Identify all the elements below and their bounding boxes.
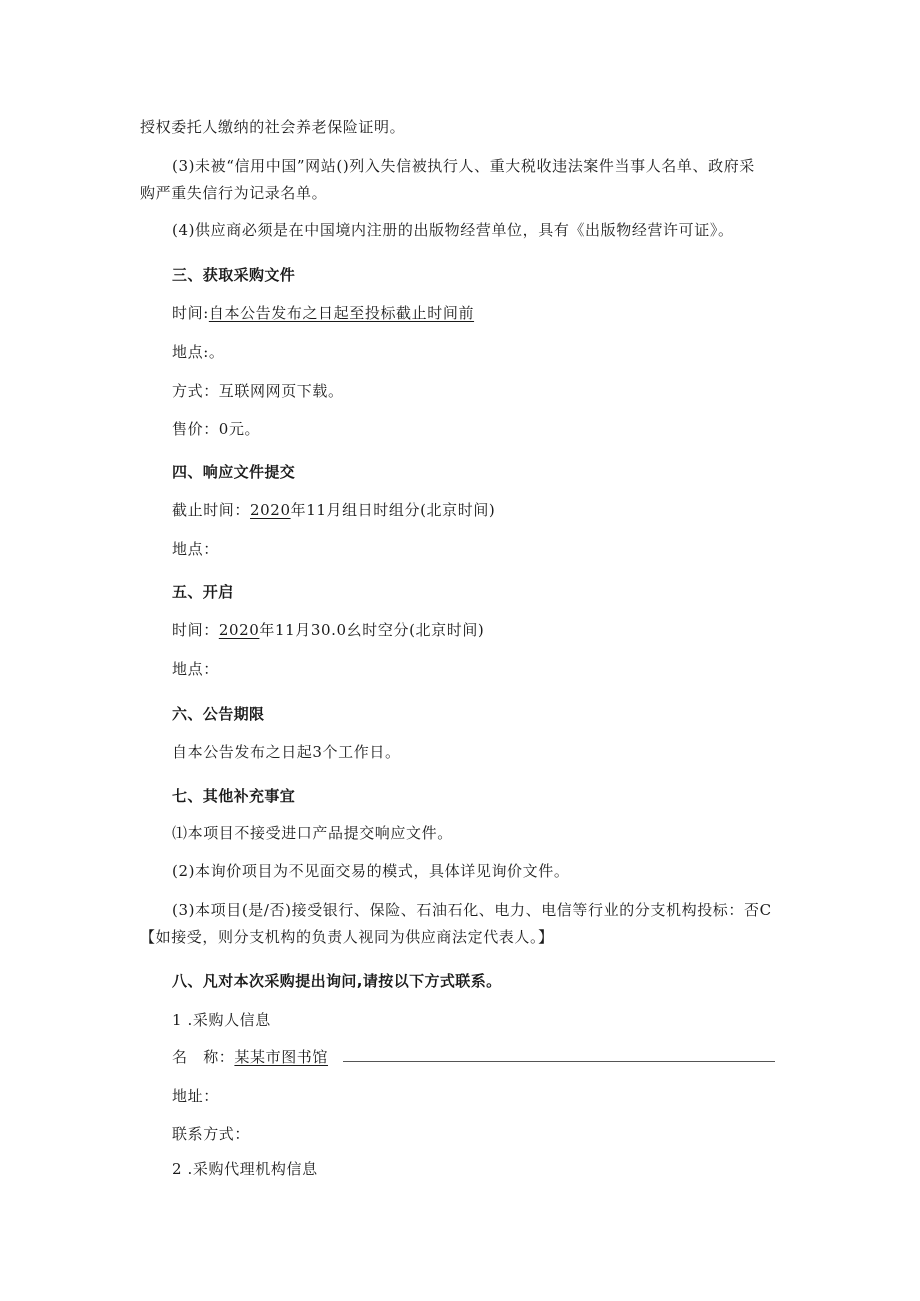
field-label: 名 称：	[172, 1048, 235, 1066]
section-heading: 五、开启	[172, 583, 234, 601]
subsection-title: 2 .采购代理机构信息	[172, 1160, 318, 1178]
field-label: 截止时间：	[172, 501, 251, 519]
paragraph-line: (4)供应商必须是在中国境内注册的出版物经营单位，具有《出版物经营许可证》。	[172, 221, 734, 239]
acquire-place: 地点:。	[172, 343, 225, 361]
acquire-price: 售价：0元。	[172, 420, 261, 438]
fill-in-line	[343, 1061, 775, 1062]
section-heading: 三、获取采购文件	[172, 266, 296, 284]
field-value: 自本公告发布之日起至投标截止时间前	[208, 304, 475, 322]
paragraph-line: 授权委托人缴纳的社会养老保险证明。	[140, 118, 406, 136]
acquire-time	[172, 303, 474, 323]
purchaser-contact: 联系方式：	[172, 1125, 251, 1143]
field-label: 时间:	[172, 304, 209, 322]
field-value: 2020	[218, 621, 260, 639]
section-heading: 八、凡对本次采购提出询问,请按以下方式联系。	[172, 972, 502, 990]
announce-period: 自本公告发布之日起3个工作日。	[172, 743, 401, 761]
purchaser-address: 地址：	[172, 1087, 219, 1105]
list-item: (3)本项目(是/否)接受银行、保险、石油石化、电力、电信等行业的分支机构投标：否C	[172, 901, 772, 919]
field-value: 2020	[250, 501, 291, 519]
section-heading: 六、公告期限	[172, 705, 265, 723]
list-item: ⑴本项目不接受进口产品提交响应文件。	[172, 824, 453, 842]
list-item: 【如接受，则分支机构的负责人视同为供应商法定代表人。】	[140, 928, 554, 946]
submit-deadline	[172, 500, 495, 520]
field-label: 时间：	[172, 621, 219, 639]
open-place: 地点：	[172, 660, 219, 678]
field-value: 年11月30.0幺时空分(北京时间)	[259, 621, 485, 639]
list-item: (2)本询价项目为不见面交易的模式，具体详见询价文件。	[172, 862, 570, 880]
acquire-method: 方式：互联网网页下载。	[172, 382, 344, 400]
section-heading: 四、响应文件提交	[172, 463, 296, 481]
open-time	[172, 620, 484, 640]
submit-place: 地点：	[172, 540, 219, 558]
subsection-title: 1 .采购人信息	[172, 1011, 271, 1029]
paragraph-line: 购严重失信行为记录名单。	[140, 184, 328, 202]
field-value: 年11月组日时组分(北京时间)	[290, 501, 496, 519]
paragraph-line: (3)未被“信用中国”网站()列入失信被执行人、重大税收违法案件当事人名单、政府采	[172, 157, 755, 175]
field-value: 某某市图书馆	[234, 1048, 329, 1066]
section-heading: 七、其他补充事宜	[172, 787, 296, 805]
purchaser-name	[172, 1047, 328, 1067]
